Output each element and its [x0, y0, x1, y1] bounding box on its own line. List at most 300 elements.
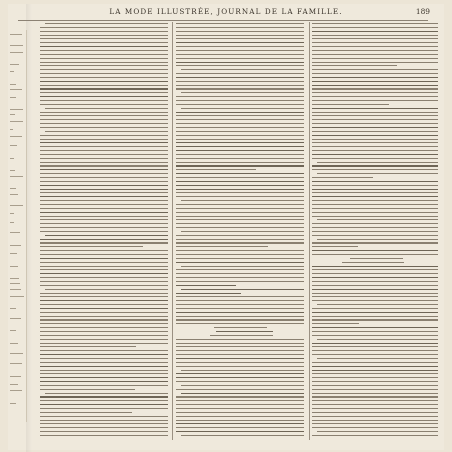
text-line: [176, 416, 304, 417]
text-line: [216, 331, 273, 332]
text-line: [176, 177, 304, 178]
text-line: [40, 92, 168, 93]
text-line: [40, 31, 168, 32]
text-line: [312, 123, 438, 124]
text-line: [176, 192, 304, 193]
text-line: [45, 131, 168, 132]
text-line: [176, 38, 304, 39]
text-line: [181, 385, 304, 386]
text-line: [40, 258, 168, 259]
text-line: [176, 366, 304, 367]
text-line: [40, 400, 168, 401]
text-line: [40, 254, 168, 255]
text-line: [40, 219, 168, 220]
text-line: [312, 308, 438, 309]
text-column-1: [40, 22, 168, 440]
text-line: [181, 435, 304, 436]
text-line: [176, 131, 304, 132]
text-line: [40, 62, 168, 63]
text-line: [312, 323, 359, 324]
text-line: [176, 412, 304, 413]
text-line: [312, 370, 438, 371]
margin-mark: [10, 253, 17, 254]
text-line: [312, 96, 438, 97]
text-line: [312, 312, 438, 313]
text-line: [317, 173, 438, 174]
text-line: [312, 104, 389, 105]
text-line: [45, 235, 168, 236]
text-line: [40, 200, 168, 201]
text-line: [176, 319, 304, 320]
text-line: [176, 50, 304, 51]
text-line: [312, 35, 438, 36]
text-line: [176, 46, 304, 47]
text-line: [176, 381, 304, 382]
text-line: [312, 23, 438, 24]
text-line: [317, 358, 438, 359]
text-line: [40, 389, 135, 390]
text-line: [312, 393, 438, 394]
text-line: [312, 235, 438, 236]
text-line: [312, 77, 438, 78]
text-line: [312, 204, 438, 205]
text-line: [312, 108, 438, 109]
text-line: [176, 165, 304, 166]
text-line: [312, 231, 438, 232]
margin-annotations: [8, 30, 27, 422]
text-line: [312, 27, 438, 28]
text-line: [40, 277, 168, 278]
text-line: [176, 27, 304, 28]
text-line: [317, 239, 438, 240]
text-line: [176, 396, 304, 397]
text-line: [40, 381, 168, 382]
text-line: [40, 331, 168, 332]
text-line: [312, 192, 438, 193]
text-line: [40, 416, 168, 417]
margin-mark: [10, 376, 21, 377]
margin-mark: [10, 121, 23, 122]
text-line: [312, 92, 438, 93]
text-line: [312, 354, 438, 355]
text-line: [176, 354, 304, 355]
text-line: [45, 108, 168, 109]
margin-mark: [10, 318, 21, 319]
text-line: [176, 189, 304, 190]
text-line: [40, 154, 168, 155]
text-line: [312, 331, 438, 332]
text-line: [40, 139, 168, 140]
margin-mark: [10, 213, 14, 214]
margin-mark: [10, 71, 14, 72]
text-line: [40, 58, 168, 59]
text-line: [40, 370, 168, 371]
text-line: [176, 196, 304, 197]
text-line: [176, 219, 304, 220]
text-line: [40, 354, 168, 355]
column-divider: [172, 22, 173, 440]
text-line: [312, 38, 438, 39]
text-line: [176, 362, 304, 363]
text-line: [40, 69, 168, 70]
text-line: [312, 300, 438, 301]
text-line: [40, 262, 168, 263]
margin-mark: [10, 84, 16, 85]
text-line: [312, 277, 438, 278]
text-line: [40, 420, 168, 421]
text-line: [176, 242, 304, 243]
text-line: [40, 319, 168, 320]
margin-mark: [10, 283, 20, 284]
text-line: [176, 431, 304, 432]
margin-mark: [10, 278, 19, 279]
text-line: [181, 393, 304, 394]
text-column-2: [176, 22, 304, 440]
text-line: [176, 262, 304, 263]
text-column-3: [312, 22, 438, 440]
text-line: [40, 54, 168, 55]
margin-mark: [10, 136, 22, 137]
margin-mark: [10, 232, 20, 233]
text-line: [312, 285, 438, 286]
text-line: [312, 423, 438, 424]
text-line: [176, 77, 304, 78]
margin-mark: [10, 97, 16, 98]
margin-mark: [10, 266, 18, 267]
margin-mark: [10, 89, 22, 90]
text-line: [312, 42, 438, 43]
text-line: [176, 142, 304, 143]
margin-mark: [10, 114, 15, 115]
text-line: [45, 289, 168, 290]
text-line: [176, 254, 304, 255]
text-line: [312, 54, 438, 55]
text-line: [312, 119, 438, 120]
text-line: [181, 266, 304, 267]
text-line: [176, 389, 304, 390]
text-line: [40, 189, 168, 190]
margin-mark: [10, 205, 23, 206]
text-line: [40, 423, 168, 424]
text-line: [312, 269, 438, 270]
text-line: [176, 235, 304, 236]
text-line: [176, 308, 304, 309]
text-line: [40, 246, 143, 247]
text-line: [40, 119, 168, 120]
text-line: [176, 258, 304, 259]
margin-mark: [10, 308, 16, 309]
text-line: [312, 88, 438, 89]
text-line: [40, 304, 168, 305]
text-line: [176, 323, 304, 324]
text-line: [176, 58, 304, 59]
text-line: [40, 346, 136, 347]
text-line: [40, 408, 168, 409]
text-line: [312, 158, 438, 159]
margin-mark: [10, 52, 23, 53]
text-line: [176, 312, 304, 313]
text-line: [40, 323, 168, 324]
text-line: [176, 158, 304, 159]
text-line: [312, 227, 438, 228]
text-line: [312, 115, 438, 116]
text-line: [40, 185, 168, 186]
text-line: [40, 366, 168, 367]
text-line: [176, 269, 304, 270]
margin-mark: [10, 353, 23, 354]
text-line: [40, 281, 168, 282]
margin-mark: [10, 129, 13, 130]
margin-mark: [10, 343, 18, 344]
text-line: [40, 285, 168, 286]
text-line: [176, 31, 304, 32]
text-line: [40, 77, 168, 78]
text-line: [312, 112, 438, 113]
text-line: [312, 343, 438, 344]
text-line: [312, 389, 438, 390]
text-line: [176, 112, 304, 113]
text-line: [312, 335, 438, 336]
text-line: [40, 431, 168, 432]
margin-mark: [10, 384, 18, 385]
margin-mark: [10, 403, 16, 404]
text-line: [40, 204, 168, 205]
text-line: [312, 385, 438, 386]
text-line: [312, 177, 373, 178]
text-line: [176, 135, 304, 136]
text-line: [176, 173, 304, 174]
text-line: [40, 316, 168, 317]
text-line: [40, 312, 168, 313]
text-line: [312, 216, 438, 217]
text-line: [312, 396, 438, 397]
text-line: [312, 293, 438, 294]
text-line: [40, 96, 168, 97]
text-line: [312, 381, 438, 382]
text-line: [312, 181, 438, 182]
text-line: [312, 377, 438, 378]
text-line: [176, 204, 304, 205]
text-line: [40, 296, 168, 297]
text-line: [176, 119, 304, 120]
text-line: [40, 239, 168, 240]
text-line: [40, 42, 168, 43]
text-line: [40, 339, 168, 340]
margin-mark: [10, 188, 16, 189]
text-line: [176, 420, 304, 421]
text-line: [312, 139, 438, 140]
text-line: [317, 162, 438, 163]
text-line: [317, 304, 438, 305]
text-line: [312, 281, 438, 282]
text-line: [40, 73, 168, 74]
text-line: [40, 269, 168, 270]
text-line: [40, 88, 168, 89]
text-line: [312, 165, 438, 166]
text-line: [40, 404, 168, 405]
text-line: [350, 258, 403, 259]
margin-mark: [10, 222, 14, 223]
text-line: [176, 404, 304, 405]
header-rule: [18, 20, 428, 21]
text-line: [312, 31, 438, 32]
text-line: [312, 404, 438, 405]
text-line: [176, 373, 304, 374]
text-line: [40, 177, 168, 178]
text-line: [176, 146, 304, 147]
text-line: [40, 250, 168, 251]
text-line: [176, 115, 304, 116]
margin-mark: [10, 145, 17, 146]
text-line: [40, 231, 168, 232]
text-line: [312, 62, 438, 63]
text-line: [312, 242, 438, 243]
text-line: [312, 127, 438, 128]
text-line: [312, 254, 438, 255]
text-line: [40, 181, 168, 182]
text-line: [214, 327, 267, 328]
text-line: [181, 108, 304, 109]
text-line: [40, 46, 168, 47]
text-line: [176, 104, 304, 105]
text-line: [312, 408, 438, 409]
text-line: [40, 150, 168, 151]
text-line: [40, 38, 168, 39]
text-line: [40, 350, 168, 351]
text-line: [176, 293, 241, 294]
text-line: [40, 358, 168, 359]
text-line: [176, 246, 268, 247]
text-line: [312, 142, 438, 143]
text-line: [176, 185, 304, 186]
text-line: [312, 273, 438, 274]
text-line: [176, 212, 304, 213]
text-line: [312, 266, 438, 267]
margin-mark: [10, 296, 24, 297]
text-line: [40, 335, 168, 336]
margin-mark: [10, 170, 15, 171]
text-line: [40, 35, 168, 36]
text-line: [312, 73, 438, 74]
text-line: [176, 181, 304, 182]
text-line: [176, 296, 304, 297]
text-line: [176, 277, 304, 278]
text-line: [40, 100, 168, 101]
text-line: [40, 412, 132, 413]
margin-mark: [10, 289, 21, 290]
text-line: [176, 73, 304, 74]
text-line: [312, 131, 438, 132]
text-line: [40, 266, 168, 267]
text-line: [312, 65, 397, 66]
text-line: [40, 146, 168, 147]
text-line: [40, 427, 168, 428]
text-line: [312, 58, 438, 59]
text-line: [210, 335, 273, 336]
text-line: [176, 65, 304, 66]
text-line: [40, 300, 168, 301]
text-line: [312, 135, 438, 136]
text-line: [312, 189, 438, 190]
text-line: [40, 196, 168, 197]
text-line: [40, 142, 168, 143]
text-line: [176, 100, 304, 101]
text-line: [176, 35, 304, 36]
text-line: [312, 146, 438, 147]
text-line: [312, 327, 438, 328]
text-line: [40, 81, 168, 82]
text-line: [40, 162, 168, 163]
text-line: [312, 362, 438, 363]
text-line: [176, 350, 304, 351]
margin-mark: [10, 64, 19, 65]
margin-mark: [10, 45, 23, 46]
text-line: [317, 219, 438, 220]
text-line: [176, 169, 256, 170]
text-line: [176, 400, 304, 401]
text-line: [312, 223, 438, 224]
margin-mark: [10, 245, 21, 246]
text-line: [176, 285, 236, 286]
margin-mark: [10, 363, 22, 364]
text-line: [40, 165, 168, 166]
text-line: [176, 216, 304, 217]
text-line: [45, 393, 168, 394]
text-line: [176, 408, 304, 409]
text-line: [40, 223, 168, 224]
text-line: [176, 273, 304, 274]
text-line: [181, 200, 304, 201]
text-line: [40, 123, 168, 124]
text-line: [312, 150, 438, 151]
margin-mark: [10, 158, 14, 159]
text-line: [45, 23, 168, 24]
text-line: [176, 427, 304, 428]
text-line: [40, 127, 168, 128]
text-line: [176, 343, 304, 344]
text-line: [312, 366, 438, 367]
text-line: [40, 273, 168, 274]
text-line: [176, 96, 304, 97]
text-line: [40, 242, 168, 243]
text-line: [312, 46, 438, 47]
text-line: [176, 85, 304, 86]
journal-title: LA MODE ILLUSTRÉE, JOURNAL DE LA FAMILLE.: [109, 7, 343, 16]
text-line: [40, 135, 168, 136]
text-line: [312, 435, 438, 436]
margin-mark: [10, 34, 22, 35]
text-line: [176, 281, 304, 282]
text-line: [40, 27, 168, 28]
text-line: [176, 154, 304, 155]
text-line: [312, 373, 438, 374]
text-line: [40, 377, 168, 378]
text-line: [176, 81, 304, 82]
text-line: [40, 362, 168, 363]
text-line: [312, 289, 438, 290]
text-line: [312, 100, 438, 101]
text-line: [181, 92, 304, 93]
text-line: [317, 431, 438, 432]
text-line: [176, 358, 304, 359]
text-line: [40, 158, 168, 159]
text-line: [40, 212, 168, 213]
text-line: [40, 192, 168, 193]
text-line: [176, 377, 304, 378]
text-line: [40, 104, 168, 105]
text-line: [40, 396, 168, 397]
text-line: [312, 85, 438, 86]
